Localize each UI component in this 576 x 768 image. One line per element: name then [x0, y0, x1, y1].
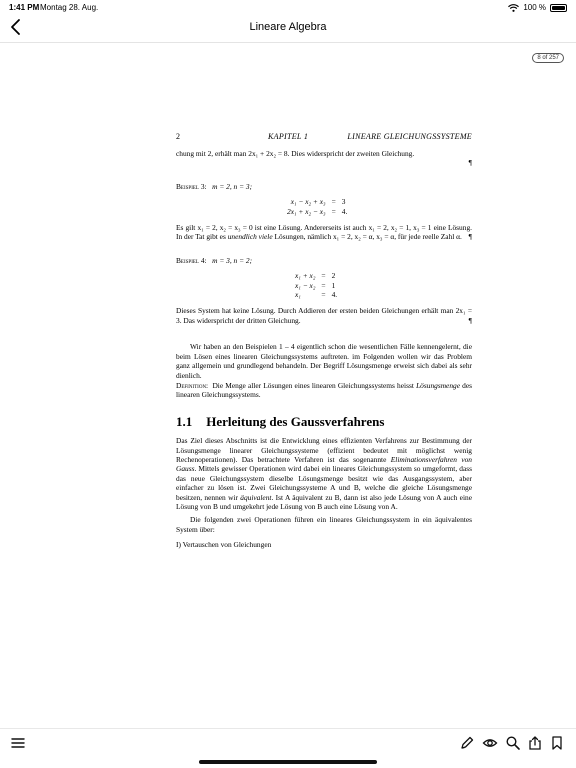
paragraph-text: . Mittels gewisser Operationen wird dabei ein lineares Gleichungssystem so umgeformt, dass das neue Gleichungssystem dieselbe Lösungsmenge besitzt wie das Ausgangssystem, aber einfacher zu lösen ist. Zwei Gleichungssysteme A und B, welche die gleiche Lösungsmenge besitzen, nennen wir [176, 464, 472, 502]
example-3-equations [176, 197, 472, 216]
status-right [508, 3, 567, 12]
eq-rel: = [321, 271, 326, 281]
document-title: Lineare Algebra [249, 21, 327, 33]
eq-lhs: x₁ − x₂ + x₃ [290, 197, 326, 207]
example-4-equations [176, 271, 472, 299]
example-3-text-a: Es gilt x₁ = 2, x₂ = x₃ = 0 ist eine Lösung. Andererseits ist auch x₁ = 2, x₂ = 1, x₃ = 1 eine Lösung. In der Tat gibt es [176, 223, 472, 242]
chapter-label: KAPITEL 1 [268, 132, 309, 141]
share-icon[interactable] [527, 735, 543, 751]
home-indicator[interactable] [199, 760, 377, 764]
section-number: 1.1 [176, 413, 193, 429]
paragraph-emphasis: Eliminationsverfahren von Gauss [176, 454, 472, 474]
definition-term: Lösungsmenge [416, 380, 460, 390]
example-4-text-body: Dieses System hat keine Lösung. Durch Addieren der ersten beiden Gleichungen erhält man 2x₁ = 3. Das widerspricht der dritten Gleichung. [176, 306, 472, 325]
definition-label: Definition: [176, 380, 209, 390]
paragraph [176, 436, 472, 511]
battery-icon [550, 4, 567, 12]
pilcrow-mark: ¶ [468, 158, 472, 168]
paragraph-text: . Ist A äquivalent zu B, dann ist also jede Lösung von A auch eine Lösung von B und umgekehrt jede Lösung von B auch eine Lösung von A. [176, 492, 472, 511]
page-number: 2 [176, 132, 180, 141]
intro-text: chung mit 2, erhält man 2x₁ + 2x₂ = 8. Dies widerspricht der zweiten Gleichung. [176, 149, 415, 158]
section-title: Herleitung des Gaussverfahrens [206, 413, 385, 429]
intro-paragraph [176, 149, 472, 168]
example-3-text [176, 223, 472, 242]
paragraph: Wir haben an den Beispielen 1 – 4 eigentlich schon die wesentlichen Fälle kennengelernt, die beim Lösen eines linearen Gleichungssystems auftreten. im Folgenden wollen wir das Problem ganz allgemein und grundlegend behandeln. Der Begriff Lösungsmenge erweist sich dabei als sehr dienlich. [176, 342, 472, 380]
example-3-text-em: unendlich viele [227, 232, 273, 242]
eq-lhs: x₁ − x₂ [295, 280, 316, 290]
document-page [176, 132, 472, 550]
eye-icon[interactable] [482, 735, 498, 751]
eq-rel: = [321, 280, 326, 290]
bottom-toolbar [0, 728, 576, 759]
status-date: Montag 28. Aug. [40, 3, 99, 12]
eq-rel: = [321, 290, 326, 300]
example-4-label: Beispiel 4: [176, 255, 207, 265]
page-header [176, 132, 472, 144]
battery-percent: 100 % [523, 3, 546, 12]
example-3-params: m = 2, n = 3; [212, 181, 253, 191]
eq-lhs: 2x₁ + x₂ − x₃ [287, 206, 326, 216]
chapter-title: LINEARE GLEICHUNGSSYSTEME [347, 132, 472, 141]
list-item: I) Vertauschen von Gleichungen [176, 540, 272, 550]
example-4-text [176, 306, 472, 325]
example-4 [176, 256, 472, 325]
eq-rel: = [331, 206, 336, 216]
paragraph-emphasis: äquivalent [240, 492, 272, 502]
eq-rel: = [331, 197, 336, 207]
page-indicator-badge[interactable]: 8 of 257 [532, 53, 564, 63]
definition-text: Die Menge aller Lösungen eines linearen Gleichungssystems heisst [212, 380, 417, 390]
eq-rhs: 3 [341, 197, 346, 207]
eq-rhs: 1 [331, 280, 336, 290]
eq-rhs: 4. [331, 290, 338, 300]
status-bar [0, 0, 576, 14]
pencil-icon[interactable] [459, 735, 475, 751]
pilcrow-mark: ¶ [468, 232, 472, 242]
eq-lhs: x₁ [295, 290, 301, 300]
example-3-label: Beispiel 3: [176, 181, 207, 191]
bookmark-icon[interactable] [549, 735, 565, 751]
eq-rhs: 4. [341, 206, 348, 216]
navigation-bar [0, 14, 576, 43]
definition-tail: des linearen Gleichungssystems. [176, 380, 473, 400]
status-time: 1:41 PM [9, 3, 40, 12]
paragraph-text: Das Ziel dieses Abschnitts ist die Entwicklung eines effizienten Verfahrens zur Bestimmung der Lösungsmenge linearer Gleichungssysteme (effizient bedeutet mit möglichst wenig Rechenoperationen). Das betrachtete Verfahren ist das sogenannte [176, 436, 472, 464]
hamburger-menu-icon[interactable] [10, 735, 26, 751]
section-heading [176, 413, 472, 429]
eq-lhs: x₁ + x₂ [295, 271, 316, 281]
paragraph: Die folgenden zwei Operationen führen ein lineares Gleichungssystem in ein äquivalentes System über: [176, 515, 472, 534]
definition-paragraph [176, 381, 472, 400]
pilcrow-mark: ¶ [468, 315, 472, 325]
example-3 [176, 182, 472, 242]
example-3-text-b: Lösungen, nämlich x₁ = 2, x₂ = α, x₃ = α, für jede reelle Zahl α. [272, 232, 462, 242]
example-4-params: m = 3, n = 2; [212, 255, 253, 265]
wifi-icon [508, 4, 519, 12]
search-icon[interactable] [505, 735, 521, 751]
eq-rhs: 2 [331, 271, 336, 281]
